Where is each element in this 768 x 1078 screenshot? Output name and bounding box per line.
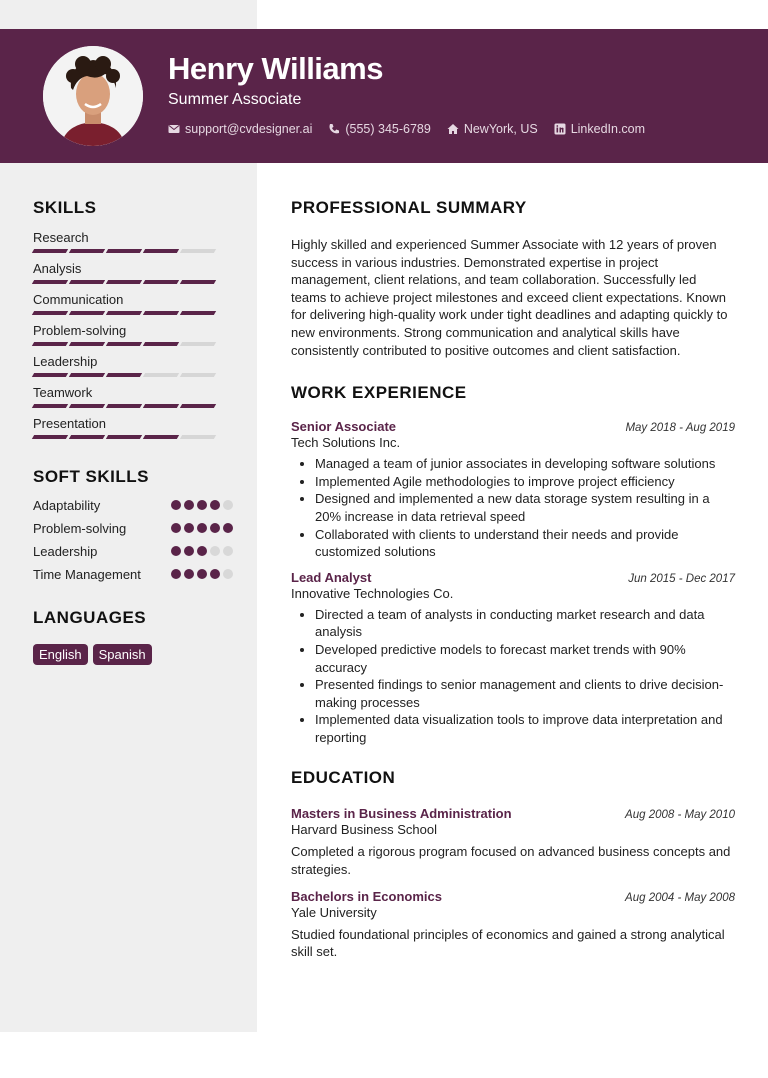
contact-linkedin[interactable] bbox=[554, 122, 645, 136]
rating-dot bbox=[171, 523, 181, 533]
home-icon bbox=[447, 123, 459, 135]
education-description: Completed a rigorous program focused on advanced business concepts and strategies. bbox=[291, 844, 731, 878]
rating-dot bbox=[197, 523, 207, 533]
languages-list bbox=[33, 644, 233, 665]
skill-level-segment bbox=[69, 311, 105, 315]
summary-text: Highly skilled and experienced Summer Associate with 12 years of proven success in various industries. Demonstrated expertise in project management, client relations, and team collaboration. Successfully led teams to achieve project milestones and exceed client expectations. Known for delivering high-quality work under tight deadlines and adapting quickly to new environments. Strong communication and analytical skills have consistently contributed to positive outcomes and client satisfaction. bbox=[291, 237, 728, 358]
skill-level-segment bbox=[143, 435, 179, 439]
skill-level-bar bbox=[33, 404, 233, 408]
skill-level-segment bbox=[143, 404, 179, 408]
skill-level-segment bbox=[69, 435, 105, 439]
language-badge: English bbox=[33, 644, 88, 665]
skill-item bbox=[33, 261, 233, 284]
job-bullet: • Presented findings to senior management and clients to drive decision-making processes bbox=[315, 676, 735, 711]
skill-level-segment bbox=[69, 280, 105, 284]
skill-name: Leadership bbox=[33, 354, 98, 369]
rating-dot bbox=[210, 500, 220, 510]
skill-level-segment bbox=[143, 311, 179, 315]
main-content bbox=[291, 198, 735, 961]
phone-icon bbox=[328, 123, 340, 135]
education-entry bbox=[291, 806, 735, 878]
job-title: Lead Analyst bbox=[291, 569, 372, 585]
rating-dot bbox=[210, 523, 220, 533]
skill-level-segment bbox=[69, 373, 105, 377]
skill-level-segment bbox=[180, 280, 216, 284]
skill-level-segment bbox=[106, 249, 142, 253]
skill-item bbox=[33, 230, 233, 253]
resume-header bbox=[0, 29, 768, 163]
job-bullet: • Implemented Agile methodologies to improve project efficiency bbox=[315, 473, 735, 491]
skill-level-segment bbox=[143, 280, 179, 284]
education-school: Yale University bbox=[291, 904, 377, 920]
education-degree: Bachelors in Economics bbox=[291, 888, 442, 904]
soft-skill-rating bbox=[171, 500, 233, 510]
skill-level-segment bbox=[106, 404, 142, 408]
skill-level-segment bbox=[69, 404, 105, 408]
soft-skill-item bbox=[33, 566, 233, 583]
soft-skill-item bbox=[33, 543, 233, 560]
contact-phone-text: (555) 345-6789 bbox=[345, 122, 431, 136]
sidebar bbox=[33, 198, 233, 665]
soft-skill-name: Leadership bbox=[33, 544, 98, 559]
rating-dot bbox=[197, 500, 207, 510]
skill-name: Research bbox=[33, 230, 89, 245]
contact-email[interactable] bbox=[168, 122, 312, 136]
soft-skills-list bbox=[33, 497, 233, 583]
candidate-role: Summer Associate bbox=[168, 91, 302, 108]
job-header bbox=[291, 570, 735, 585]
skills-list bbox=[33, 230, 233, 439]
skills-heading: SKILLS bbox=[33, 198, 97, 217]
skill-level-segment bbox=[106, 342, 142, 346]
soft-skill-rating bbox=[171, 523, 233, 533]
job-company: Tech Solutions Inc. bbox=[291, 435, 401, 451]
skill-item bbox=[33, 292, 233, 315]
skill-level-bar bbox=[33, 435, 233, 439]
skill-level-segment bbox=[32, 373, 68, 377]
skill-level-segment bbox=[106, 435, 142, 439]
rating-dot bbox=[210, 546, 220, 556]
job-bullets bbox=[291, 455, 735, 561]
education-degree: Masters in Business Administration bbox=[291, 806, 512, 822]
avatar bbox=[43, 46, 143, 146]
skill-level-segment bbox=[180, 311, 216, 315]
job-title: Senior Associate bbox=[291, 419, 397, 435]
skill-level-segment bbox=[106, 373, 142, 377]
contact-list bbox=[168, 122, 645, 136]
job-entry bbox=[291, 419, 735, 561]
soft-skill-item bbox=[33, 520, 233, 537]
rating-dot bbox=[184, 546, 194, 556]
skill-level-segment bbox=[180, 435, 216, 439]
rating-dot bbox=[223, 546, 233, 556]
job-bullets bbox=[291, 606, 735, 747]
language-badge: Spanish bbox=[93, 644, 152, 665]
job-bullet: • Managed a team of junior associates in developing software solutions bbox=[315, 455, 735, 473]
education-heading: EDUCATION bbox=[291, 768, 396, 788]
skill-level-bar bbox=[33, 249, 233, 253]
skill-level-segment bbox=[32, 435, 68, 439]
job-bullet: • Developed predictive models to forecast market trends with 90% accuracy bbox=[315, 641, 735, 676]
skill-level-segment bbox=[106, 280, 142, 284]
soft-skill-name: Adaptability bbox=[33, 498, 101, 513]
rating-dot bbox=[171, 500, 181, 510]
candidate-name: Henry Williams bbox=[168, 51, 383, 86]
education-header bbox=[291, 806, 735, 821]
experience-list bbox=[291, 419, 735, 746]
rating-dot bbox=[223, 523, 233, 533]
education-header bbox=[291, 889, 735, 904]
skill-level-bar bbox=[33, 311, 233, 315]
job-header bbox=[291, 419, 735, 434]
skill-level-segment bbox=[180, 342, 216, 346]
skill-level-bar bbox=[33, 342, 233, 346]
skill-name: Problem-solving bbox=[33, 323, 127, 338]
skill-item bbox=[33, 416, 233, 439]
soft-skill-name: Time Management bbox=[33, 567, 141, 582]
rating-dot bbox=[184, 523, 194, 533]
contact-phone[interactable] bbox=[328, 122, 430, 136]
soft-skills-heading: SOFT SKILLS bbox=[33, 467, 149, 486]
skill-level-segment bbox=[32, 342, 68, 346]
skill-level-bar bbox=[33, 373, 233, 377]
skill-level-segment bbox=[180, 404, 216, 408]
skill-level-segment bbox=[32, 249, 68, 253]
rating-dot bbox=[184, 569, 194, 579]
skill-level-segment bbox=[32, 280, 68, 284]
rating-dot bbox=[197, 546, 207, 556]
job-entry bbox=[291, 570, 735, 747]
skill-level-segment bbox=[180, 373, 216, 377]
skill-name: Presentation bbox=[33, 416, 106, 431]
skill-name: Analysis bbox=[33, 261, 82, 276]
education-description: Studied foundational principles of economics and gained a strong analytical skill set. bbox=[291, 926, 725, 960]
education-date: Aug 2004 - May 2008 bbox=[625, 891, 735, 904]
soft-skill-item bbox=[33, 497, 233, 514]
rating-dot bbox=[171, 546, 181, 556]
rating-dot bbox=[171, 569, 181, 579]
soft-skill-name: Problem-solving bbox=[33, 521, 127, 536]
skill-item bbox=[33, 385, 233, 408]
education-school: Harvard Business School bbox=[291, 822, 437, 838]
envelope-icon bbox=[168, 123, 180, 135]
contact-location-text: NewYork, US bbox=[463, 122, 538, 136]
linkedin-icon bbox=[554, 123, 566, 135]
education-list bbox=[291, 806, 735, 960]
skill-name: Teamwork bbox=[33, 385, 93, 400]
job-bullet: • Collaborated with clients to understand their needs and provide customized solutions bbox=[315, 526, 735, 561]
job-bullet: • Designed and implemented a new data storage system resulting in a 20% increase in data retrieval speed bbox=[315, 490, 735, 525]
skill-level-bar bbox=[33, 280, 233, 284]
rating-dot bbox=[223, 500, 233, 510]
skill-level-segment bbox=[143, 342, 179, 346]
avatar-portrait bbox=[43, 46, 143, 146]
rating-dot bbox=[184, 500, 194, 510]
soft-skill-rating bbox=[171, 546, 233, 556]
job-bullet: • Directed a team of analysts in conducting market research and data analysis bbox=[315, 606, 735, 641]
skill-level-segment bbox=[180, 249, 216, 253]
skill-level-segment bbox=[32, 311, 68, 315]
skill-level-segment bbox=[106, 311, 142, 315]
skill-item bbox=[33, 323, 233, 346]
skill-item bbox=[33, 354, 233, 377]
summary-heading: PROFESSIONAL SUMMARY bbox=[291, 198, 527, 217]
skill-level-segment bbox=[32, 404, 68, 408]
soft-skill-rating bbox=[171, 569, 233, 579]
rating-dot bbox=[223, 569, 233, 579]
skill-level-segment bbox=[69, 249, 105, 253]
job-date: May 2018 - Aug 2019 bbox=[625, 422, 735, 435]
skill-name: Communication bbox=[33, 292, 124, 307]
job-bullet: • Implemented data visualization tools to improve data interpretation and reporting bbox=[315, 711, 735, 746]
experience-heading: WORK EXPERIENCE bbox=[291, 383, 467, 403]
languages-heading: LANGUAGES bbox=[33, 608, 147, 627]
rating-dot bbox=[197, 569, 207, 579]
rating-dot bbox=[210, 569, 220, 579]
skill-level-segment bbox=[143, 373, 179, 377]
education-entry bbox=[291, 889, 735, 961]
job-date: Jun 2015 - Dec 2017 bbox=[628, 572, 735, 585]
contact-linkedin-text: LinkedIn.com bbox=[570, 122, 646, 136]
contact-email-text: support@cvdesigner.ai bbox=[185, 122, 313, 136]
job-company: Innovative Technologies Co. bbox=[291, 585, 454, 601]
skill-level-segment bbox=[143, 249, 179, 253]
contact-location bbox=[447, 122, 538, 136]
education-date: Aug 2008 - May 2010 bbox=[625, 809, 735, 822]
skill-level-segment bbox=[69, 342, 105, 346]
